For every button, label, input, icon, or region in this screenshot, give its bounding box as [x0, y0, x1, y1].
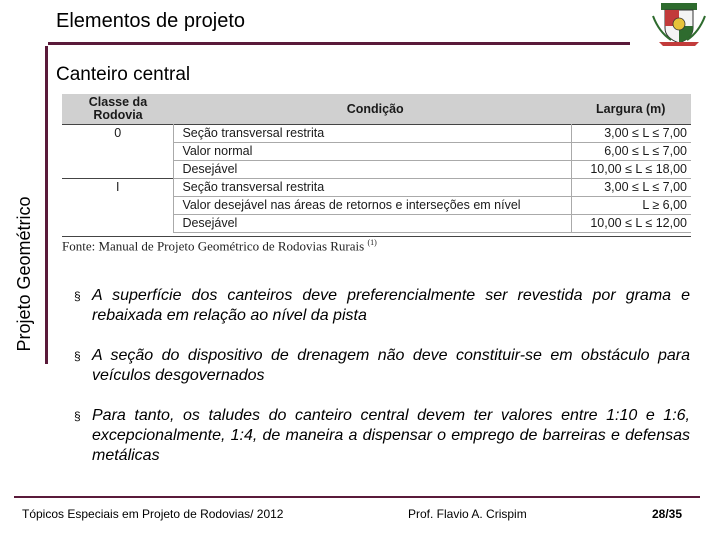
table-row: [62, 125, 691, 143]
list-item: [74, 346, 690, 386]
table-row: [62, 215, 691, 233]
table-cell-condicao: Desejável: [174, 215, 572, 233]
table-cell-largura: 3,00 ≤ L ≤ 7,00: [571, 179, 691, 197]
sidebar-divider: [45, 46, 48, 364]
bullet-marker: §: [74, 349, 81, 363]
table-row: [62, 197, 691, 215]
table-cell-classe: [62, 215, 174, 233]
footer-course: Tópicos Especiais em Projeto de Rodovias/ 2012: [22, 507, 284, 521]
university-crest-icon: [651, 2, 707, 46]
table-cell-condicao: Desejável: [174, 161, 572, 179]
list-item-text: Para tanto, os taludes do canteiro central devem ter valores entre 1:10 e 1:6, excepcionalmente, 1:4, de maneira a dispensar o emprego de barreiras e defensas metálicas: [92, 407, 690, 464]
table-cell-largura: L ≥ 6,00: [571, 197, 691, 215]
table-row: [62, 161, 691, 179]
table-cell-condicao: Valor desejável nas áreas de retornos e interseções em nível: [174, 197, 572, 215]
table-cell-largura: 3,00 ≤ L ≤ 7,00: [571, 125, 691, 143]
footer-page-number: 28/35: [652, 507, 683, 521]
table-header-condicao: Condição: [174, 94, 572, 125]
bullet-list: [74, 286, 690, 486]
table-cell-classe: [62, 143, 174, 161]
table-cell-largura: 10,00 ≤ L ≤ 12,00: [571, 215, 691, 233]
table-cell-largura: 10,00 ≤ L ≤ 18,00: [571, 161, 691, 179]
header-divider: [48, 42, 630, 45]
list-item-text: A seção do dispositivo de drenagem não deve constituir-se em obstáculo para veículos desgovernados: [92, 347, 690, 384]
list-item: [74, 406, 690, 466]
table-cell-classe: [62, 197, 174, 215]
table-header-row: [62, 94, 691, 125]
sidebar-title: Projeto Geométrico: [14, 196, 34, 352]
table-source-note: (1): [367, 238, 377, 247]
width-table: [62, 94, 691, 233]
table-cell-classe: [62, 161, 174, 179]
table-cell-classe: 0: [62, 125, 174, 143]
list-item: [74, 286, 690, 326]
table-cell-condicao: Valor normal: [174, 143, 572, 161]
table-source-text: Fonte: Manual de Projeto Geométrico de Rodovias Rurais: [62, 238, 365, 254]
table-cell-classe: I: [62, 179, 174, 197]
footer-divider: [14, 496, 700, 498]
table-row: [62, 143, 691, 161]
footer-professor: Prof. Flavio A. Crispim: [408, 507, 527, 521]
table-cell-condicao: Seção transversal restrita: [174, 125, 572, 143]
bullet-marker: §: [74, 409, 81, 423]
table-bottom-rule: [62, 236, 691, 237]
list-item-text: A superfície dos canteiros deve preferencialmente ser revestida por grama e rebaixada em relação ao nível da pista: [92, 287, 690, 324]
table-header-largura: Largura (m): [571, 94, 691, 125]
table-source: [62, 238, 377, 254]
section-title: Canteiro central: [56, 64, 191, 85]
page-title: Elementos de projeto: [56, 10, 246, 32]
table-cell-largura: 6,00 ≤ L ≤ 7,00: [571, 143, 691, 161]
table-cell-condicao: Seção transversal restrita: [174, 179, 572, 197]
table-row: [62, 179, 691, 197]
bullet-marker: §: [74, 289, 81, 303]
table-header-classe: Classe da Rodovia: [62, 94, 174, 125]
